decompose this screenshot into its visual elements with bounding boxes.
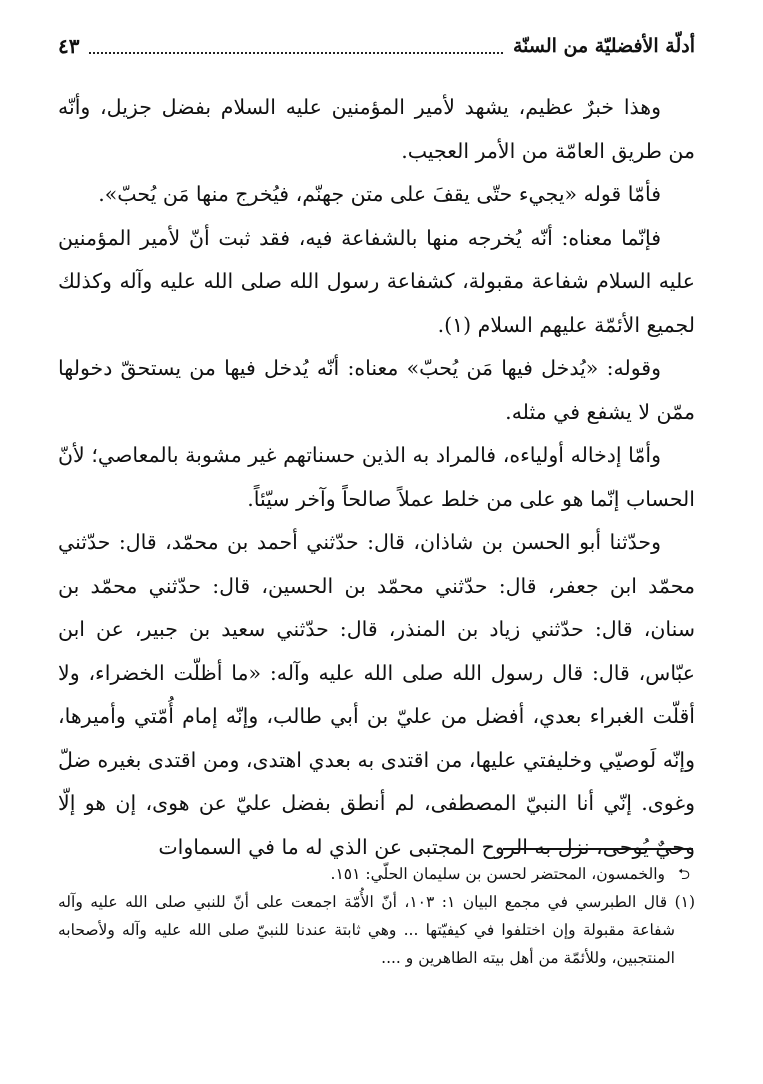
running-header — [58, 30, 695, 62]
footnote-separator — [503, 848, 693, 850]
paragraph: فإنّما معناه: أنّه يُخرجه منها بالشفاعة فيه، فقد ثبت أنّ لأمير المؤمنين عليه السلام شفاعة مقبولة، كشفاعة رسول الله صلى الله عليه وآله وكذلك لجميع الأئمّة عليهم السلام (١). — [58, 225, 695, 337]
header-dot-leader — [89, 38, 502, 54]
main-text — [58, 86, 695, 869]
paragraph: وقوله: «يُدخل فيها مَن يُحبّ» معناه: أنّه يُدخل فيها من يستحقّ دخولها ممّن لا يشفع في مثله. — [58, 356, 695, 424]
paragraph: وهذا خبرٌ عظيم، يشهد لأمير المؤمنين عليه السلام بفضل جزيل، وأنّه من طريق العامّة من الأمر العجيب. — [58, 95, 695, 163]
header-title: أدلّة الأفضليّة من السنّة — [512, 35, 695, 57]
footnote-1: (١) قال الطبرسي في مجمع البيان ١: ١٠٣، أنّ الأُمّة اجمعت على أنّ للنبي صلى الله عليه وآله شفاعة مقبولة وإن اختلفوا في كيفيّتها ... وهي ثابتة عندنا للنبيّ صلى الله عليه وآله ولأصحابه المنتجبين، وللأئمّة من أهل بيته الطاهرين و .... — [58, 893, 696, 967]
footnote-source-text: والخمسون، المحتضر لحسن بن سليمان الحلّي: ١٥١. — [330, 865, 665, 883]
paragraph: فأمّا قوله «يجيء حتّى يقفَ على متن جهنّم، فيُخرج منها مَن يُحبّ». — [98, 182, 661, 206]
footnote-continuation — [58, 860, 695, 888]
paragraph: وأمّا إدخاله أولياءه، فالمراد به الذين حسناتهم غير مشوبة بالمعاصي؛ لأنّ الحساب إنّما هو على من خلط عملاً صالحاً وآخر سيّئاً. — [58, 443, 695, 511]
page-number: ٤٣ — [58, 34, 80, 58]
footnotes — [58, 860, 695, 972]
turn-arrow-icon: ⮌ — [677, 865, 690, 883]
paragraph: وحدّثنا أبو الحسن بن شاذان، قال: حدّثني أحمد بن محمّد، قال: حدّثني محمّد ابن جعفر، قال: حدّثني محمّد بن الحسين، قال: حدّثني محمّد بن سنان، قال: حدّثني زياد بن المنذر، قال: حدّثني سعيد بن جبير، عن ابن عبّاس، قال: قال رسول الله صلى الله عليه وآله: «ما أظلّت الخضراء، ولا أقلّت الغبراء بعدي، أفضل من عليّ بن أبي طالب، وإنّه إمام أُمّتي وأميرها، وإنّه لَوصيّي وخليفتي عليها، من اقتدى به بعدي اهتدى، ومن اقتدى بغيره ضلّ وغوى. إنّي أنا النبيّ المصطفى، لم أنطق بفضل عليّ عن هوى، إن هو إلّا وحيٌ يُوحى، نزل به الروح المجتبى عن الذي له ما في السماوات — [58, 530, 695, 859]
